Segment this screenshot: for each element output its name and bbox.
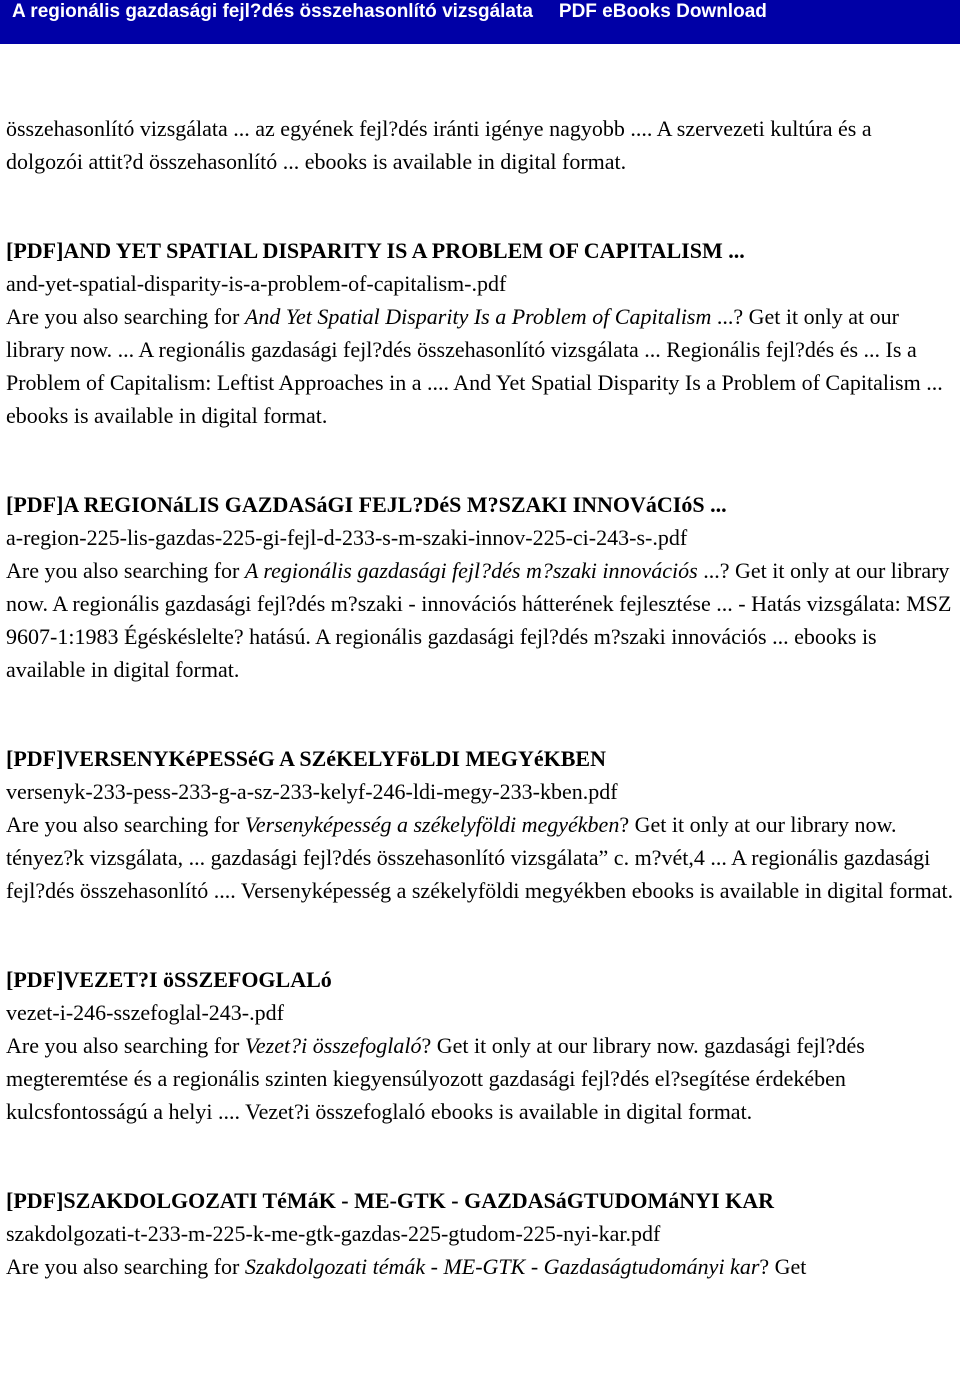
entry-rest: ...? Get it only at our library now. A regionális gazdasági fejl?dés m?szaki - innovációs hátterének fejlesztése ... - Hatás vizsgálata: MSZ 9607-1:1983 Égéskéslelte? hatású. A regionális gazdasági fejl?dés m?szaki innovációs ... ebooks is available in digital format. — [6, 558, 952, 682]
entry-lead: Are you also searching for — [6, 558, 245, 583]
entry-description — [6, 300, 954, 432]
entry-lead: Are you also searching for — [6, 812, 245, 837]
list-item — [6, 488, 954, 686]
entry-title[interactable]: [PDF]A REGIONáLIS GAZDASáGI FEJL?DéS M?SZAKI INNOVáCIóS ... — [6, 492, 727, 517]
entry-lead: Are you also searching for — [6, 1254, 245, 1279]
entry-title[interactable]: [PDF]VERSENYKéPESSéG A SZéKELYFöLDI MEGYéKBEN — [6, 746, 606, 771]
entry-filename: versenyk-233-pess-233-g-a-sz-233-kelyf-246-ldi-megy-233-kben.pdf — [6, 779, 618, 804]
entry-description — [6, 554, 954, 686]
intro-paragraph: összehasonlító vizsgálata ... az egyének fejl?dés iránti igénye nagyobb .... A szervezeti kultúra és a dolgozói attit?d összehasonlító ... ebooks is available in digital format. — [6, 116, 872, 174]
entry-description — [6, 808, 954, 907]
entry-rest: ? Get it only at our library now. gazdasági fejl?dés megteremtése és a regionális szinten kiegyensúlyozott gazdasági fejl?dés el?segítése érdekében kulcsfontosságú a helyi .... Vezet?i összefoglaló ebooks is available in digital format. — [6, 1033, 865, 1124]
list-item — [6, 742, 954, 907]
entry-title[interactable]: [PDF]AND YET SPATIAL DISPARITY IS A PROBLEM OF CAPITALISM ... — [6, 238, 745, 263]
entry-filename: and-yet-spatial-disparity-is-a-problem-of-capitalism-.pdf — [6, 271, 507, 296]
entry-filename: a-region-225-lis-gazdas-225-gi-fejl-d-233-s-m-szaki-innov-225-ci-243-s-.pdf — [6, 525, 688, 550]
entry-query: And Yet Spatial Disparity Is a Problem of Capitalism — [244, 304, 712, 329]
list-item — [6, 1184, 954, 1283]
entry-filename: szakdolgozati-t-233-m-225-k-me-gtk-gazdas-225-gtudom-225-nyi-kar.pdf — [6, 1221, 661, 1246]
entry-query: A regionális gazdasági fejl?dés m?szaki innovációs — [244, 558, 698, 583]
entry-lead: Are you also searching for — [6, 304, 245, 329]
entry-rest: ? Get — [759, 1254, 807, 1279]
entry-title[interactable]: [PDF]VEZET?I öSSZEFOGLALó — [6, 967, 332, 992]
entry-title[interactable]: [PDF]SZAKDOLGOZATI TéMáK - ME-GTK - GAZDASáGTUDOMáNYI KAR — [6, 1188, 774, 1213]
list-item — [6, 234, 954, 432]
document-body — [6, 112, 954, 1339]
entry-query: Versenyképesség a székelyföldi megyékben — [244, 812, 620, 837]
header-subtitle: PDF eBooks Download — [558, 1, 767, 22]
list-item — [6, 963, 954, 1128]
entry-rest: ? Get it only at our library now. tényez?k vizsgálata, ... gazdasági fejl?dés összehasonlító vizsgálata” c. m?vét,4 ... A regionális gazdasági fejl?dés összehasonlító .... Versenyképesség a székelyföldi megyékben ebooks is available in digital format. — [6, 812, 954, 903]
entry-lead: Are you also searching for — [6, 1033, 245, 1058]
entry-description — [6, 1250, 954, 1283]
entry-rest: ...? Get it only at our library now. ... A regionális gazdasági fejl?dés összehasonlító vizsgálata ... Regionális fejl?dés és ... Is a Problem of Capitalism: Leftist Approaches in a .... And Yet Spatial Disparity Is a Problem of Capitalism ... ebooks is available in digital format. — [6, 304, 943, 428]
entry-description — [6, 1029, 954, 1128]
entry-query: Szakdolgozati témák - ME-GTK - Gazdaságtudományi kar — [244, 1254, 760, 1279]
header-title: A regionális gazdasági fejl?dés összehasonlító vizsgálata — [12, 1, 533, 22]
entry-filename: vezet-i-246-sszefoglal-243-.pdf — [6, 1000, 284, 1025]
page-header — [0, 0, 960, 44]
entry-query: Vezet?i összefoglaló — [244, 1033, 422, 1058]
